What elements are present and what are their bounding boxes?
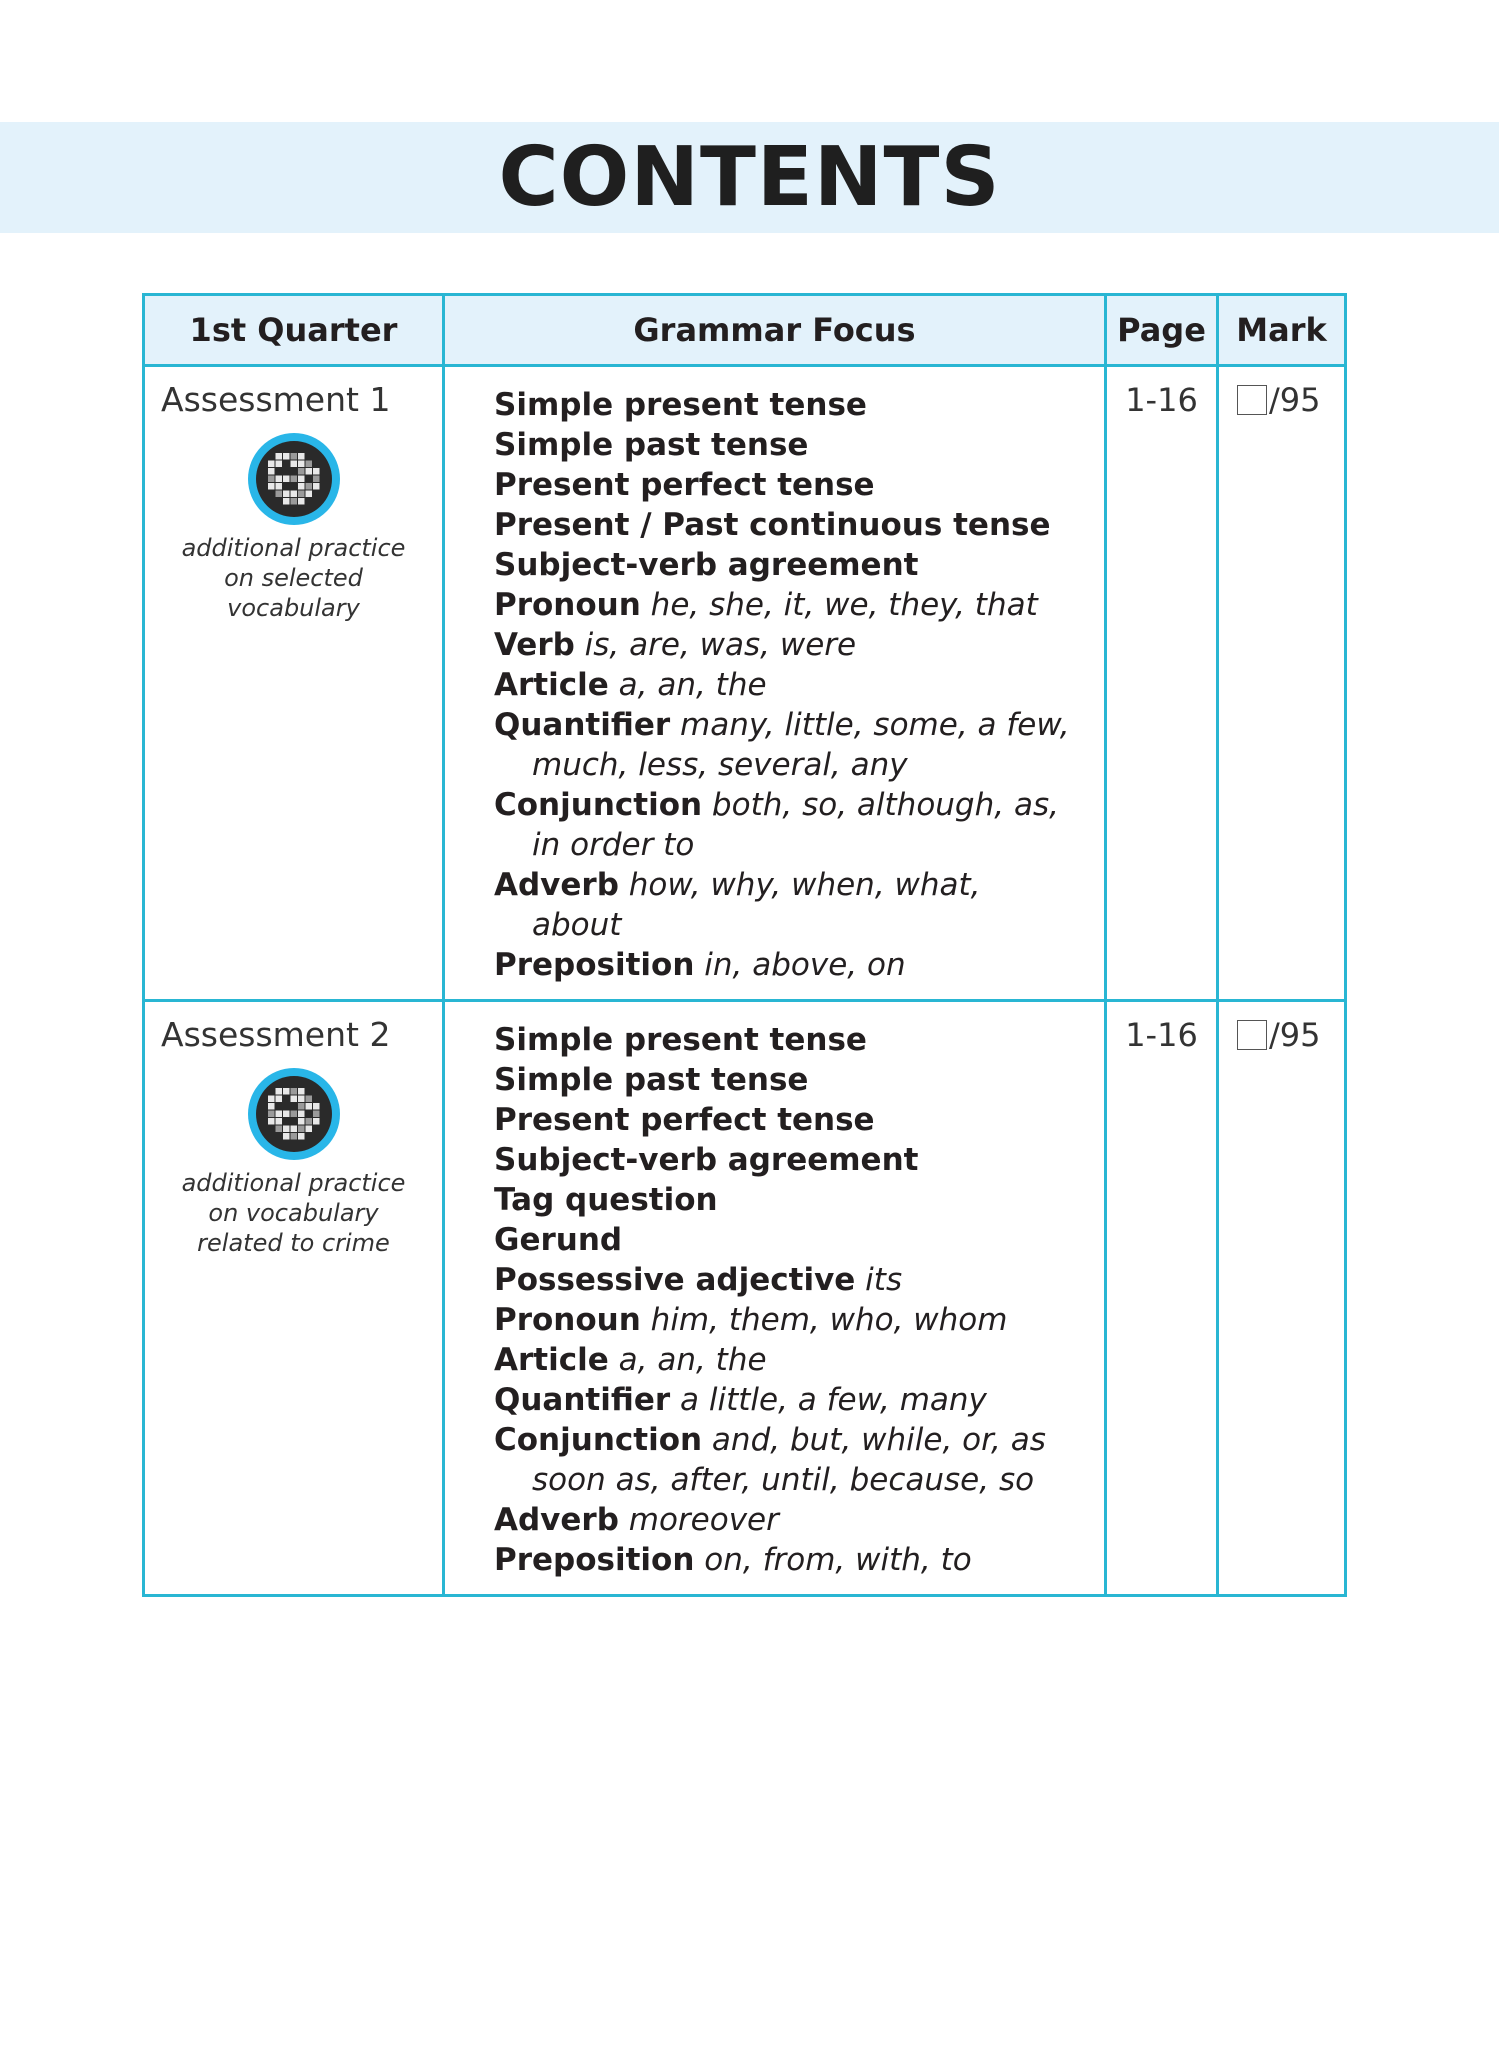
grammar-term: Simple present tense — [494, 387, 867, 423]
grammar-item — [494, 465, 1104, 505]
header-row — [144, 295, 1346, 366]
grammar-term: Present / Past continuous tense — [494, 507, 1051, 543]
grammar-item — [494, 945, 1104, 985]
grammar-examples: a, an, the — [608, 1342, 767, 1378]
grammar-examples: on, from, with, to — [694, 1542, 972, 1578]
mark-field — [1219, 1002, 1344, 1054]
assessment-title: Assessment 1 — [161, 380, 391, 419]
grammar-term: Adverb — [494, 867, 619, 903]
practice-note-line: additional practice — [181, 534, 406, 562]
grammar-term: Simple past tense — [494, 427, 809, 463]
assessment-cell — [144, 366, 444, 1001]
header-mark: Mark — [1218, 295, 1346, 366]
grammar-item — [494, 785, 1104, 825]
assessment-title: Assessment 2 — [161, 1015, 391, 1054]
grammar-term: Possessive adjective — [494, 1262, 856, 1298]
practice-note — [145, 533, 442, 623]
grammar-term: Conjunction — [494, 787, 703, 823]
grammar-focus-list — [445, 1002, 1104, 1594]
grammar-examples-continued: about — [532, 907, 622, 943]
mark-checkbox[interactable] — [1237, 1020, 1267, 1050]
contents-table — [142, 293, 1347, 1597]
mark-cell — [1218, 366, 1346, 1001]
mark-checkbox[interactable] — [1237, 385, 1267, 415]
grammar-term: Present perfect tense — [494, 467, 875, 503]
grammar-term: Quantifier — [494, 707, 671, 743]
grammar-term: Conjunction — [494, 1422, 703, 1458]
grammar-item — [494, 505, 1104, 545]
grammar-term: Preposition — [494, 1542, 695, 1578]
page-range: 1-16 — [1125, 381, 1198, 419]
crossword-icon-inner — [256, 441, 332, 517]
grammar-examples-continued: much, less, several, any — [532, 747, 908, 783]
mark-total: /95 — [1269, 381, 1321, 419]
grammar-item — [494, 1540, 1104, 1580]
grammar-item — [494, 665, 1104, 705]
grammar-term: Simple present tense — [494, 1022, 867, 1058]
grammar-examples: its — [855, 1262, 903, 1298]
assessment-row — [144, 366, 1346, 1001]
grammar-item — [494, 1260, 1104, 1300]
grammar-term: Subject-verb agreement — [494, 547, 919, 583]
mark-field — [1219, 367, 1344, 419]
crossword-icon — [248, 433, 340, 525]
grammar-examples: both, so, although, as, — [702, 787, 1059, 823]
grammar-item — [494, 705, 1104, 745]
grammar-term: Gerund — [494, 1222, 623, 1258]
mark-total: /95 — [1269, 1016, 1321, 1054]
grammar-examples: in, above, on — [694, 947, 906, 983]
grammar-examples: many, little, some, a few, — [670, 707, 1070, 743]
grammar-item — [494, 385, 1104, 425]
grammar-examples: a little, a few, many — [670, 1382, 987, 1418]
grammar-examples: a, an, the — [608, 667, 767, 703]
page-cell — [1106, 366, 1218, 1001]
grammar-term: Pronoun — [494, 587, 641, 623]
grammar-focus-list — [445, 367, 1104, 999]
grammar-term: Simple past tense — [494, 1062, 809, 1098]
assessment-row — [144, 1001, 1346, 1596]
grammar-item — [494, 1060, 1104, 1100]
grammar-term: Article — [494, 667, 609, 703]
grammar-term: Tag question — [494, 1182, 718, 1218]
practice-note — [145, 1168, 442, 1258]
grammar-item — [494, 1340, 1104, 1380]
grammar-term: Pronoun — [494, 1302, 641, 1338]
grammar-item — [494, 1180, 1104, 1220]
grammar-item — [494, 425, 1104, 465]
grammar-item — [494, 1220, 1104, 1260]
crossword-icon — [248, 1068, 340, 1160]
grammar-item — [494, 585, 1104, 625]
grammar-item — [494, 1500, 1104, 1540]
grammar-examples-continued: in order to — [532, 827, 695, 863]
grammar-item — [494, 1140, 1104, 1180]
grammar-examples: is, are, was, were — [574, 627, 857, 663]
grammar-item — [494, 1100, 1104, 1140]
grammar-examples: him, them, who, whom — [640, 1302, 1008, 1338]
grammar-item — [494, 625, 1104, 665]
practice-note-line: additional practice — [181, 1169, 406, 1197]
page-range: 1-16 — [1125, 1016, 1198, 1054]
grammar-item — [494, 1300, 1104, 1340]
grammar-item — [494, 545, 1104, 585]
grammar-examples: he, she, it, we, they, that — [640, 587, 1038, 623]
mark-cell — [1218, 1001, 1346, 1596]
grammar-item — [494, 1020, 1104, 1060]
page-title: CONTENTS — [498, 130, 1001, 225]
grammar-item — [494, 1420, 1104, 1460]
grammar-term: Present perfect tense — [494, 1102, 875, 1138]
grammar-focus-cell — [444, 366, 1106, 1001]
page-cell — [1106, 1001, 1218, 1596]
header-quarter: 1st Quarter — [144, 295, 444, 366]
grammar-focus-cell — [444, 1001, 1106, 1596]
header-grammar-focus: Grammar Focus — [444, 295, 1106, 366]
header-page: Page — [1106, 295, 1218, 366]
grammar-term: Verb — [494, 627, 575, 663]
practice-note-line: vocabulary — [227, 594, 360, 622]
title-banner — [0, 122, 1499, 233]
grammar-item — [494, 1380, 1104, 1420]
grammar-item — [494, 865, 1104, 905]
assessment-cell — [144, 1001, 444, 1596]
crossword-icon-inner — [256, 1076, 332, 1152]
grammar-examples: and, but, while, or, as — [702, 1422, 1046, 1458]
practice-note-line: on selected — [224, 564, 363, 592]
grammar-examples: moreover — [618, 1502, 779, 1538]
grammar-term: Preposition — [494, 947, 695, 983]
practice-note-line: related to crime — [197, 1229, 390, 1257]
grammar-term: Quantifier — [494, 1382, 671, 1418]
grammar-examples: how, why, when, what, — [618, 867, 981, 903]
grammar-term: Article — [494, 1342, 609, 1378]
practice-note-line: on vocabulary — [208, 1199, 379, 1227]
grammar-term: Adverb — [494, 1502, 619, 1538]
grammar-examples-continued: soon as, after, until, because, so — [532, 1462, 1035, 1498]
grammar-term: Subject-verb agreement — [494, 1142, 919, 1178]
